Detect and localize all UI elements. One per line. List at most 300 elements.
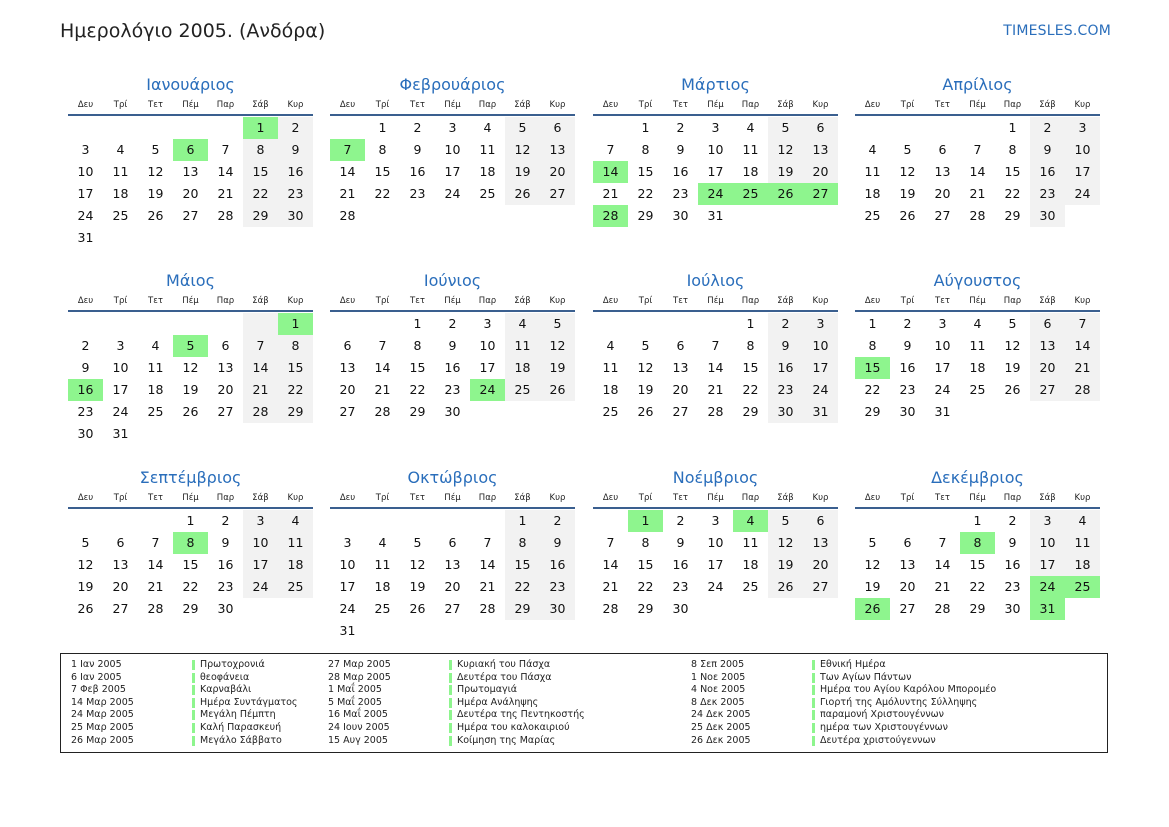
weekday-label: Τρί <box>375 100 390 110</box>
day-cell: 21 <box>243 379 278 401</box>
day-cell: 2 <box>448 316 457 331</box>
empty-cell <box>890 117 925 139</box>
weekday-label: Παρ <box>741 296 760 306</box>
weekday-label: Κυρ <box>1074 296 1091 306</box>
day-cell: 3 <box>803 313 838 335</box>
day-cell: 28 <box>339 208 356 223</box>
day-cell: 12 <box>182 360 199 375</box>
month-calendar <box>593 270 838 423</box>
day-cell: 7 <box>1065 313 1100 335</box>
weekday-label: Πέμ <box>182 100 199 110</box>
day-cell: 17 <box>444 164 461 179</box>
day-cell: 1 <box>413 316 422 331</box>
day-cell: 6 <box>938 142 947 157</box>
day-cell: 16 <box>899 360 916 375</box>
day-cell: 9 <box>676 535 685 550</box>
day-cell: 18 <box>969 360 986 375</box>
weekday-label: Δευ <box>339 493 356 503</box>
empty-cell <box>470 510 505 532</box>
day-cell: 3 <box>711 120 720 135</box>
holiday-date: 1 Ιαν 2005 <box>71 659 122 670</box>
day-grid <box>855 312 1100 423</box>
day-cell: 13 <box>934 164 951 179</box>
day-cell: 5 <box>868 535 877 550</box>
day-cell: 16 <box>1004 557 1021 572</box>
day-cell: 26 <box>540 379 575 401</box>
holiday-marker <box>449 710 452 720</box>
day-cell: 30 <box>768 401 803 423</box>
day-cell: 4 <box>378 535 387 550</box>
day-cell: 10 <box>339 557 356 572</box>
day-cell: 16 <box>278 161 313 183</box>
day-cell: 25 <box>374 601 391 616</box>
weekday-label: Πέμ <box>444 100 461 110</box>
empty-cell <box>593 510 628 532</box>
holiday-date: 8 Σεπ 2005 <box>691 659 745 670</box>
day-cell: 2 <box>903 316 912 331</box>
day-cell: 21 <box>707 382 724 397</box>
day-cell: 25 <box>112 208 129 223</box>
holiday-name: Ημέρα του Αγίου Καρόλου Μπορομέο <box>820 684 997 696</box>
day-cell: 10 <box>1030 532 1065 554</box>
weekday-label: Κυρ <box>287 100 304 110</box>
day-cell: 25 <box>864 208 881 223</box>
day-cell: 13 <box>803 139 838 161</box>
day-cell: 5 <box>413 535 422 550</box>
holiday-day: 24 <box>470 379 505 401</box>
day-cell: 25 <box>742 579 759 594</box>
day-grid <box>330 312 575 423</box>
day-cell: 22 <box>637 186 654 201</box>
holiday-marker <box>192 660 195 670</box>
day-cell: 28 <box>707 404 724 419</box>
holiday-day: 1 <box>628 510 663 532</box>
day-cell: 14 <box>707 360 724 375</box>
holiday-name: Δευτέρα χριστούγεννων <box>820 734 936 746</box>
day-cell: 24 <box>112 404 129 419</box>
weekday-label: Παρ <box>216 296 235 306</box>
holiday-day: 16 <box>68 379 103 401</box>
legend-item <box>328 659 585 672</box>
weekday-label: Παρ <box>478 296 497 306</box>
holiday-date: 27 Μαρ 2005 <box>328 659 391 670</box>
holiday-date: 24 Ιουν 2005 <box>328 721 390 733</box>
month-name: Ιανουάριος <box>146 75 235 94</box>
legend-item <box>328 735 585 748</box>
weekday-label: Τετ <box>935 100 950 110</box>
day-cell: 22 <box>864 382 881 397</box>
empty-cell <box>330 313 365 335</box>
holiday-day: 26 <box>768 183 803 205</box>
day-cell: 20 <box>803 554 838 576</box>
month-calendar <box>68 74 313 249</box>
day-cell: 4 <box>151 338 160 353</box>
day-cell: 31 <box>803 401 838 423</box>
day-cell: 26 <box>768 576 803 598</box>
day-cell: 20 <box>672 382 689 397</box>
weekday-label: Δευ <box>77 100 94 110</box>
day-cell: 26 <box>182 404 199 419</box>
weekday-header <box>855 489 1100 509</box>
day-cell: 9 <box>1030 139 1065 161</box>
empty-cell <box>103 313 138 335</box>
holiday-marker <box>192 673 195 683</box>
holiday-date: 25 Δεκ 2005 <box>691 721 751 733</box>
day-cell: 20 <box>112 579 129 594</box>
day-cell: 27 <box>803 576 838 598</box>
legend-item <box>71 684 297 697</box>
day-cell: 8 <box>243 139 278 161</box>
day-cell: 24 <box>339 601 356 616</box>
day-cell: 11 <box>147 360 164 375</box>
holiday-name: Γιορτή της Αμόλυντης Σύλληψης <box>820 696 978 708</box>
weekday-label: Τρί <box>900 296 915 306</box>
day-cell: 2 <box>413 120 422 135</box>
day-cell: 14 <box>602 557 619 572</box>
day-cell: 25 <box>278 576 313 598</box>
day-cell: 6 <box>903 535 912 550</box>
day-cell: 7 <box>606 142 615 157</box>
holiday-day: 4 <box>733 510 768 532</box>
day-cell: 20 <box>217 382 234 397</box>
day-cell: 26 <box>899 208 916 223</box>
legend-item <box>691 697 996 710</box>
day-cell: 23 <box>768 379 803 401</box>
day-cell: 9 <box>903 338 912 353</box>
month-name: Ιούλιος <box>686 271 745 290</box>
day-cell: 19 <box>540 357 575 379</box>
legend-item <box>691 684 996 697</box>
legend-item <box>71 722 297 735</box>
day-cell: 16 <box>768 357 803 379</box>
empty-cell <box>330 510 365 532</box>
holiday-day: 8 <box>960 532 995 554</box>
weekday-label: Σάβ <box>514 100 531 110</box>
weekday-label: Σάβ <box>777 100 794 110</box>
holiday-name: Μεγάλο Σάββατο <box>200 734 282 746</box>
day-cell: 20 <box>339 382 356 397</box>
day-cell: 10 <box>934 338 951 353</box>
month-calendar <box>330 74 575 227</box>
holiday-date: 26 Δεκ 2005 <box>691 734 751 746</box>
day-cell: 27 <box>934 208 951 223</box>
day-cell: 20 <box>540 161 575 183</box>
weekday-label: Δευ <box>339 100 356 110</box>
day-cell: 10 <box>112 360 129 375</box>
day-cell: 25 <box>969 382 986 397</box>
day-cell: 5 <box>768 117 803 139</box>
day-cell: 3 <box>938 316 947 331</box>
weekday-label: Τρί <box>375 296 390 306</box>
empty-cell <box>365 313 400 335</box>
day-cell: 5 <box>641 338 650 353</box>
month-name: Νοέμβριος <box>672 468 759 487</box>
day-cell: 12 <box>637 360 654 375</box>
day-cell: 21 <box>374 382 391 397</box>
day-cell: 31 <box>934 404 951 419</box>
day-cell: 25 <box>505 379 540 401</box>
weekday-label: Πέμ <box>444 493 461 503</box>
month-name: Δεκέμβριος <box>931 468 1024 487</box>
day-cell: 30 <box>444 404 461 419</box>
day-cell: 24 <box>803 379 838 401</box>
holiday-date: 1 Νοε 2005 <box>691 671 746 683</box>
weekday-label: Κυρ <box>549 296 566 306</box>
day-cell: 3 <box>81 142 90 157</box>
day-cell: 9 <box>221 535 230 550</box>
weekday-label: Τρί <box>900 100 915 110</box>
day-cell: 5 <box>540 313 575 335</box>
day-cell: 1 <box>378 120 387 135</box>
empty-cell <box>960 117 995 139</box>
day-cell: 3 <box>711 513 720 528</box>
day-cell: 6 <box>803 510 838 532</box>
day-grid <box>68 509 313 620</box>
day-cell: 23 <box>899 382 916 397</box>
day-cell: 8 <box>746 338 755 353</box>
day-cell: 18 <box>278 554 313 576</box>
day-cell: 4 <box>116 142 125 157</box>
holiday-marker <box>192 698 195 708</box>
day-cell: 15 <box>409 360 426 375</box>
day-cell: 28 <box>243 401 278 423</box>
weekday-label: Πέμ <box>182 296 199 306</box>
day-cell: 14 <box>339 164 356 179</box>
weekday-label: Τρί <box>113 100 128 110</box>
day-cell: 18 <box>742 164 759 179</box>
holiday-date: 24 Δεκ 2005 <box>691 709 751 721</box>
day-cell: 21 <box>602 186 619 201</box>
day-cell: 27 <box>182 208 199 223</box>
day-cell: 22 <box>637 579 654 594</box>
weekday-label: Δευ <box>864 493 881 503</box>
day-cell: 22 <box>742 382 759 397</box>
holiday-marker <box>812 723 815 733</box>
day-cell: 28 <box>479 601 496 616</box>
legend-item <box>691 709 996 722</box>
holiday-date: 25 Μαρ 2005 <box>71 721 134 733</box>
day-cell: 17 <box>803 357 838 379</box>
holiday-day: 6 <box>173 139 208 161</box>
weekday-header <box>330 96 575 116</box>
day-cell: 2 <box>221 513 230 528</box>
month-name: Οκτώβριος <box>407 468 498 487</box>
weekday-label: Σάβ <box>252 100 269 110</box>
day-cell: 27 <box>444 601 461 616</box>
day-cell: 3 <box>483 316 492 331</box>
empty-cell <box>330 117 365 139</box>
weekday-label: Τετ <box>410 296 425 306</box>
day-cell: 23 <box>540 576 575 598</box>
weekday-header <box>330 489 575 509</box>
month-calendar <box>855 467 1100 620</box>
month-calendar <box>855 74 1100 227</box>
day-cell: 2 <box>1008 513 1017 528</box>
weekday-label: Τετ <box>673 296 688 306</box>
day-cell: 11 <box>112 164 129 179</box>
weekday-label: Σάβ <box>1039 100 1056 110</box>
holiday-day: 14 <box>593 161 628 183</box>
month-name: Φεβρουάριος <box>399 75 506 94</box>
day-cell: 5 <box>151 142 160 157</box>
holiday-marker <box>812 698 815 708</box>
day-grid <box>68 116 313 249</box>
day-cell: 14 <box>243 357 278 379</box>
weekday-label: Πέμ <box>707 296 724 306</box>
month-calendar <box>68 270 313 445</box>
empty-cell <box>593 313 628 335</box>
day-cell: 16 <box>444 360 461 375</box>
weekday-label: Δευ <box>602 100 619 110</box>
holiday-name: Μεγάλη Πέμπτη <box>200 709 276 721</box>
holiday-name: Εθνική Ημέρα <box>820 659 886 670</box>
day-cell: 19 <box>899 186 916 201</box>
day-cell: 10 <box>243 532 278 554</box>
day-cell: 30 <box>278 205 313 227</box>
day-cell: 28 <box>934 601 951 616</box>
day-cell: 24 <box>1065 183 1100 205</box>
holiday-marker <box>192 736 195 746</box>
holiday-date: 6 Ιαν 2005 <box>71 671 122 683</box>
day-cell: 4 <box>505 313 540 335</box>
day-cell: 22 <box>182 579 199 594</box>
day-cell: 22 <box>278 379 313 401</box>
weekday-label: Παρ <box>1003 100 1022 110</box>
day-cell: 5 <box>505 117 540 139</box>
weekday-label: Παρ <box>216 493 235 503</box>
weekday-label: Δευ <box>77 493 94 503</box>
day-cell: 13 <box>1030 335 1065 357</box>
holiday-day: 7 <box>330 139 365 161</box>
empty-cell <box>435 510 470 532</box>
day-cell: 21 <box>147 579 164 594</box>
day-cell: 16 <box>540 554 575 576</box>
holiday-date: 7 Φεβ 2005 <box>71 684 126 696</box>
legend-item <box>691 735 996 748</box>
day-cell: 7 <box>151 535 160 550</box>
day-cell: 23 <box>444 382 461 397</box>
weekday-label: Σάβ <box>252 493 269 503</box>
weekday-header <box>68 489 313 509</box>
empty-cell <box>138 313 173 335</box>
day-cell: 16 <box>1030 161 1065 183</box>
page-title: Ημερολόγιο 2005. (Ανδόρα) <box>60 20 326 42</box>
holiday-day: 24 <box>1030 576 1065 598</box>
day-cell: 25 <box>602 404 619 419</box>
day-cell: 26 <box>505 183 540 205</box>
holiday-name: παραμονή Χριστουγέννων <box>820 709 944 721</box>
weekday-label: Πέμ <box>969 100 986 110</box>
day-cell: 14 <box>479 557 496 572</box>
holiday-marker <box>449 685 452 695</box>
legend-column <box>328 659 585 747</box>
holiday-date: 14 Μαρ 2005 <box>71 696 134 708</box>
day-cell: 7 <box>938 535 947 550</box>
weekday-label: Κυρ <box>287 296 304 306</box>
day-cell: 17 <box>479 360 496 375</box>
weekday-header <box>855 292 1100 312</box>
day-cell: 10 <box>707 142 724 157</box>
day-cell: 1 <box>641 120 650 135</box>
day-cell: 3 <box>116 338 125 353</box>
weekday-header <box>593 292 838 312</box>
holiday-date: 15 Αυγ 2005 <box>328 734 388 746</box>
weekday-label: Τρί <box>638 100 653 110</box>
holiday-day: 25 <box>1065 576 1100 598</box>
day-cell: 10 <box>707 535 724 550</box>
day-cell: 22 <box>969 579 986 594</box>
day-cell: 11 <box>742 142 759 157</box>
day-cell: 4 <box>746 120 755 135</box>
day-cell: 10 <box>803 335 838 357</box>
day-cell: 24 <box>243 576 278 598</box>
day-cell: 14 <box>217 164 234 179</box>
holiday-date: 8 Δεκ 2005 <box>691 696 745 708</box>
empty-cell <box>400 510 435 532</box>
holiday-date: 4 Νοε 2005 <box>691 684 746 696</box>
day-cell: 28 <box>969 208 986 223</box>
day-cell: 27 <box>899 601 916 616</box>
month-name: Απρίλιος <box>942 75 1013 94</box>
legend-item <box>328 684 585 697</box>
month-calendar <box>330 467 575 642</box>
holiday-marker <box>812 673 815 683</box>
day-cell: 12 <box>768 532 803 554</box>
day-cell: 7 <box>483 535 492 550</box>
day-cell: 24 <box>77 208 94 223</box>
legend-item <box>71 709 297 722</box>
day-cell: 18 <box>742 557 759 572</box>
day-cell: 19 <box>409 579 426 594</box>
day-cell: 27 <box>1030 379 1065 401</box>
legend-item <box>71 672 297 685</box>
month-name: Σεπτέμβριος <box>139 468 242 487</box>
weekday-label: Δευ <box>864 296 881 306</box>
day-cell: 21 <box>602 579 619 594</box>
day-cell: 5 <box>903 142 912 157</box>
holiday-name: Πρωτομαγιά <box>457 684 518 696</box>
day-cell: 29 <box>864 404 881 419</box>
day-cell: 11 <box>374 557 391 572</box>
day-cell: 20 <box>1030 357 1065 379</box>
day-cell: 30 <box>217 601 234 616</box>
holiday-day: 1 <box>278 313 313 335</box>
weekday-label: Τετ <box>148 100 163 110</box>
day-cell: 15 <box>1004 164 1021 179</box>
holiday-day: 26 <box>855 598 890 620</box>
day-cell: 21 <box>339 186 356 201</box>
weekday-label: Κυρ <box>287 493 304 503</box>
day-cell: 28 <box>374 404 391 419</box>
day-cell: 2 <box>540 510 575 532</box>
holiday-name: Δευτέρα της Πεντηκοστής <box>457 709 585 721</box>
holiday-marker <box>812 736 815 746</box>
day-cell: 21 <box>934 579 951 594</box>
holiday-marker <box>812 710 815 720</box>
day-cell: 19 <box>505 161 540 183</box>
day-cell: 24 <box>444 186 461 201</box>
weekday-label: Σάβ <box>777 296 794 306</box>
site-link[interactable]: TIMESLES.COM <box>1003 23 1111 39</box>
day-cell: 12 <box>147 164 164 179</box>
day-cell: 24 <box>934 382 951 397</box>
holiday-marker <box>192 685 195 695</box>
day-cell: 2 <box>676 513 685 528</box>
weekday-header <box>68 96 313 116</box>
day-cell: 8 <box>868 338 877 353</box>
holiday-name: ημέρα των Χριστουγέννων <box>820 721 948 733</box>
day-cell: 23 <box>278 183 313 205</box>
